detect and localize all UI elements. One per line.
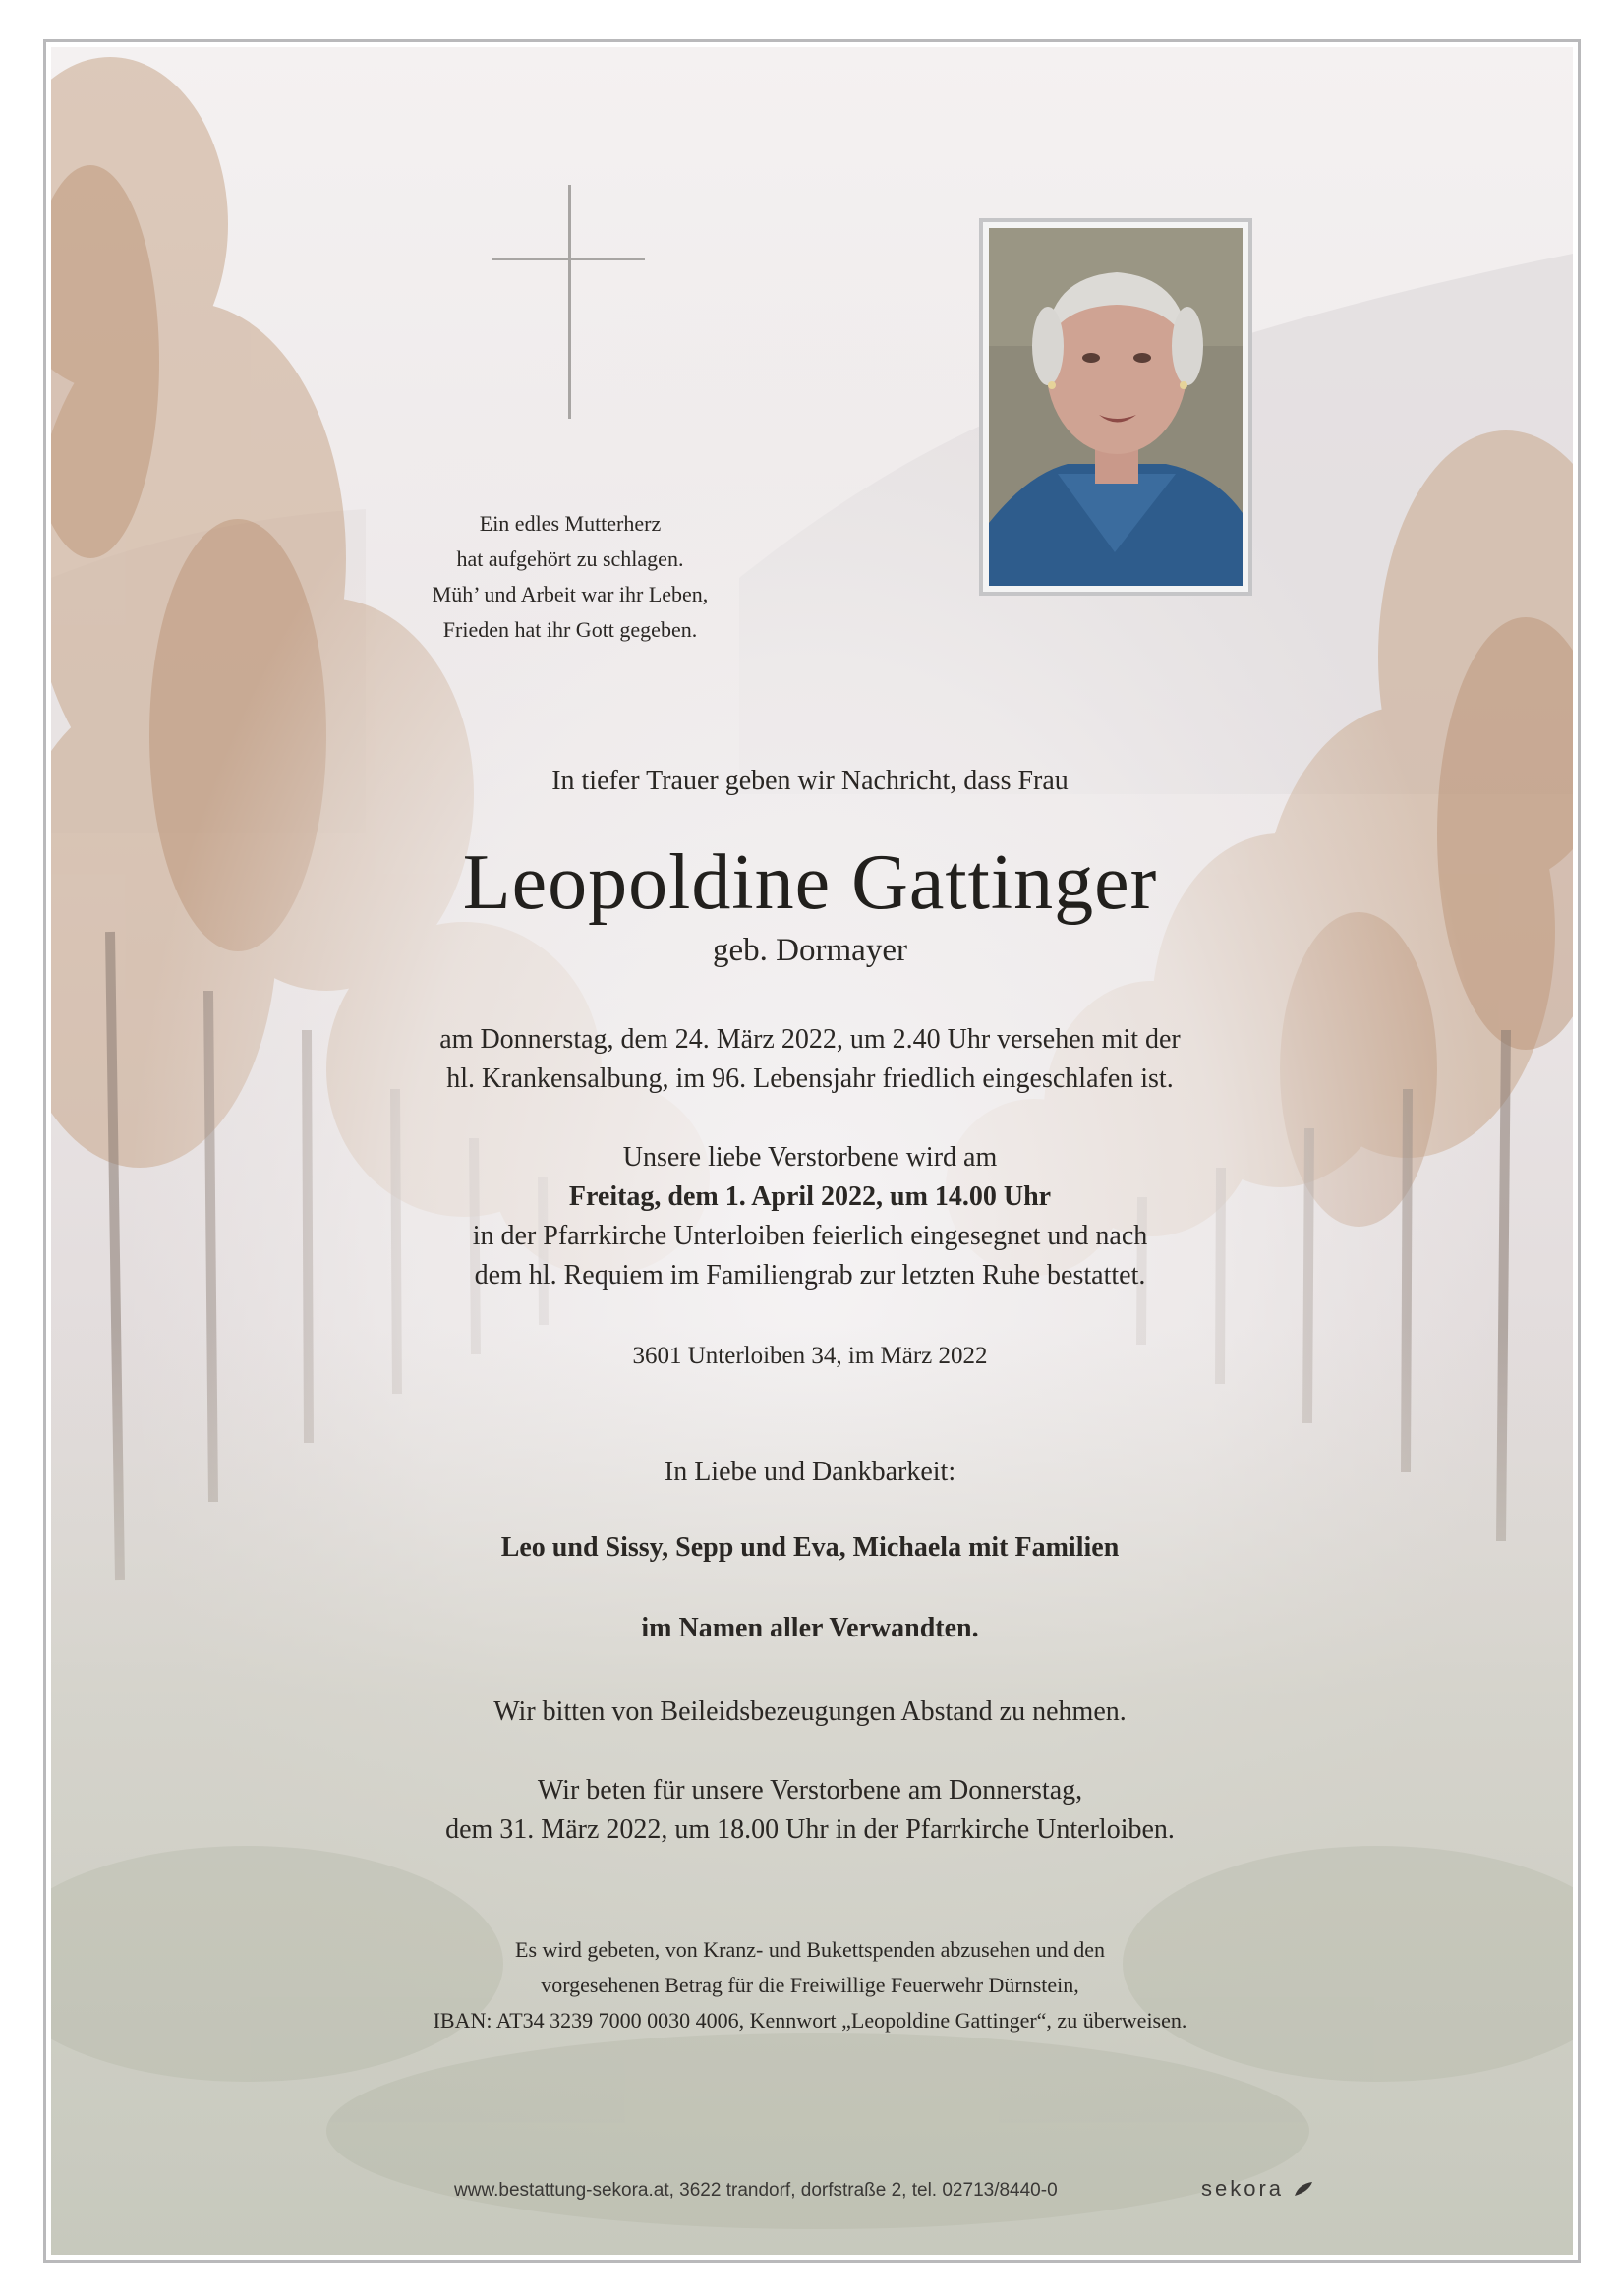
portrait-photo	[989, 228, 1243, 586]
poem-line: Müh’ und Arbeit war ihr Leben,	[432, 582, 709, 606]
donation-line: Es wird gebeten, von Kranz- und Bukettspenden abzusehen und den	[515, 1937, 1105, 1962]
donation-notice	[0, 1932, 1620, 2038]
cross-icon-bar	[492, 258, 645, 260]
death-notice	[0, 1020, 1620, 1099]
portrait-photo-frame	[979, 218, 1252, 596]
poem-line: hat aufgehört zu schlagen.	[456, 546, 684, 571]
condolence-note: Wir bitten von Beileidsbezeugungen Abstand zu nehmen.	[493, 1696, 1127, 1727]
cross-icon	[568, 185, 571, 419]
poem	[393, 506, 747, 648]
relatives-line: im Namen aller Verwandten.	[641, 1613, 979, 1643]
death-notice-line: am Donnerstag, dem 24. März 2022, um 2.40 Uhr versehen mit der	[439, 1024, 1181, 1055]
funeral-intro: Unsere liebe Verstorbene wird am	[622, 1142, 998, 1173]
footer-contact: www.bestattung-sekora.at, 3622 trandorf, dorfstraße 2, tel. 02713/8440-0	[454, 2180, 1058, 2201]
funeral-line: dem hl. Requiem im Familiengrab zur letzten Ruhe bestattet.	[474, 1260, 1146, 1291]
deceased-name: Leopoldine Gattinger	[462, 839, 1158, 926]
prayer-line: dem 31. März 2022, um 18.00 Uhr in der Pfarrkirche Unterloiben.	[445, 1814, 1175, 1845]
donation-line: IBAN: AT34 3239 7000 0030 4006, Kennwort „Leopoldine Gattinger“, zu überweisen.	[433, 2008, 1187, 2033]
donation-line: vorgesehenen Betrag für die Freiwillige Feuerwehr Dürnstein,	[541, 1973, 1079, 1997]
death-notice-line: hl. Krankensalbung, im 96. Lebensjahr friedlich eingeschlafen ist.	[446, 1063, 1174, 1094]
sekora-logo-text: sekora	[1201, 2176, 1285, 2201]
leaf-icon	[1293, 2180, 1314, 2198]
funeral-date: Freitag, dem 1. April 2022, um 14.00 Uhr	[568, 1181, 1052, 1212]
mourners-intro: In Liebe und Dankbarkeit:	[664, 1457, 956, 1487]
prayer-notice	[0, 1771, 1620, 1850]
funeral-notice	[0, 1138, 1620, 1295]
prayer-line: Wir beten für unsere Verstorbene am Donnerstag,	[537, 1775, 1083, 1806]
funeral-line: in der Pfarrkirche Unterloiben feierlich eingesegnet und nach	[472, 1221, 1148, 1251]
sekora-logo	[1201, 2176, 1314, 2202]
poem-line: Ein edles Mutterherz	[479, 511, 662, 536]
announcement-intro: In tiefer Trauer geben wir Nachricht, dass Frau	[551, 766, 1069, 796]
place-date: 3601 Unterloiben 34, im März 2022	[632, 1343, 988, 1369]
birth-name: geb. Dormayer	[713, 933, 907, 968]
poem-line: Frieden hat ihr Gott gegeben.	[442, 617, 698, 642]
mourners-names: Leo und Sissy, Sepp und Eva, Michaela mit Familien	[500, 1532, 1120, 1563]
